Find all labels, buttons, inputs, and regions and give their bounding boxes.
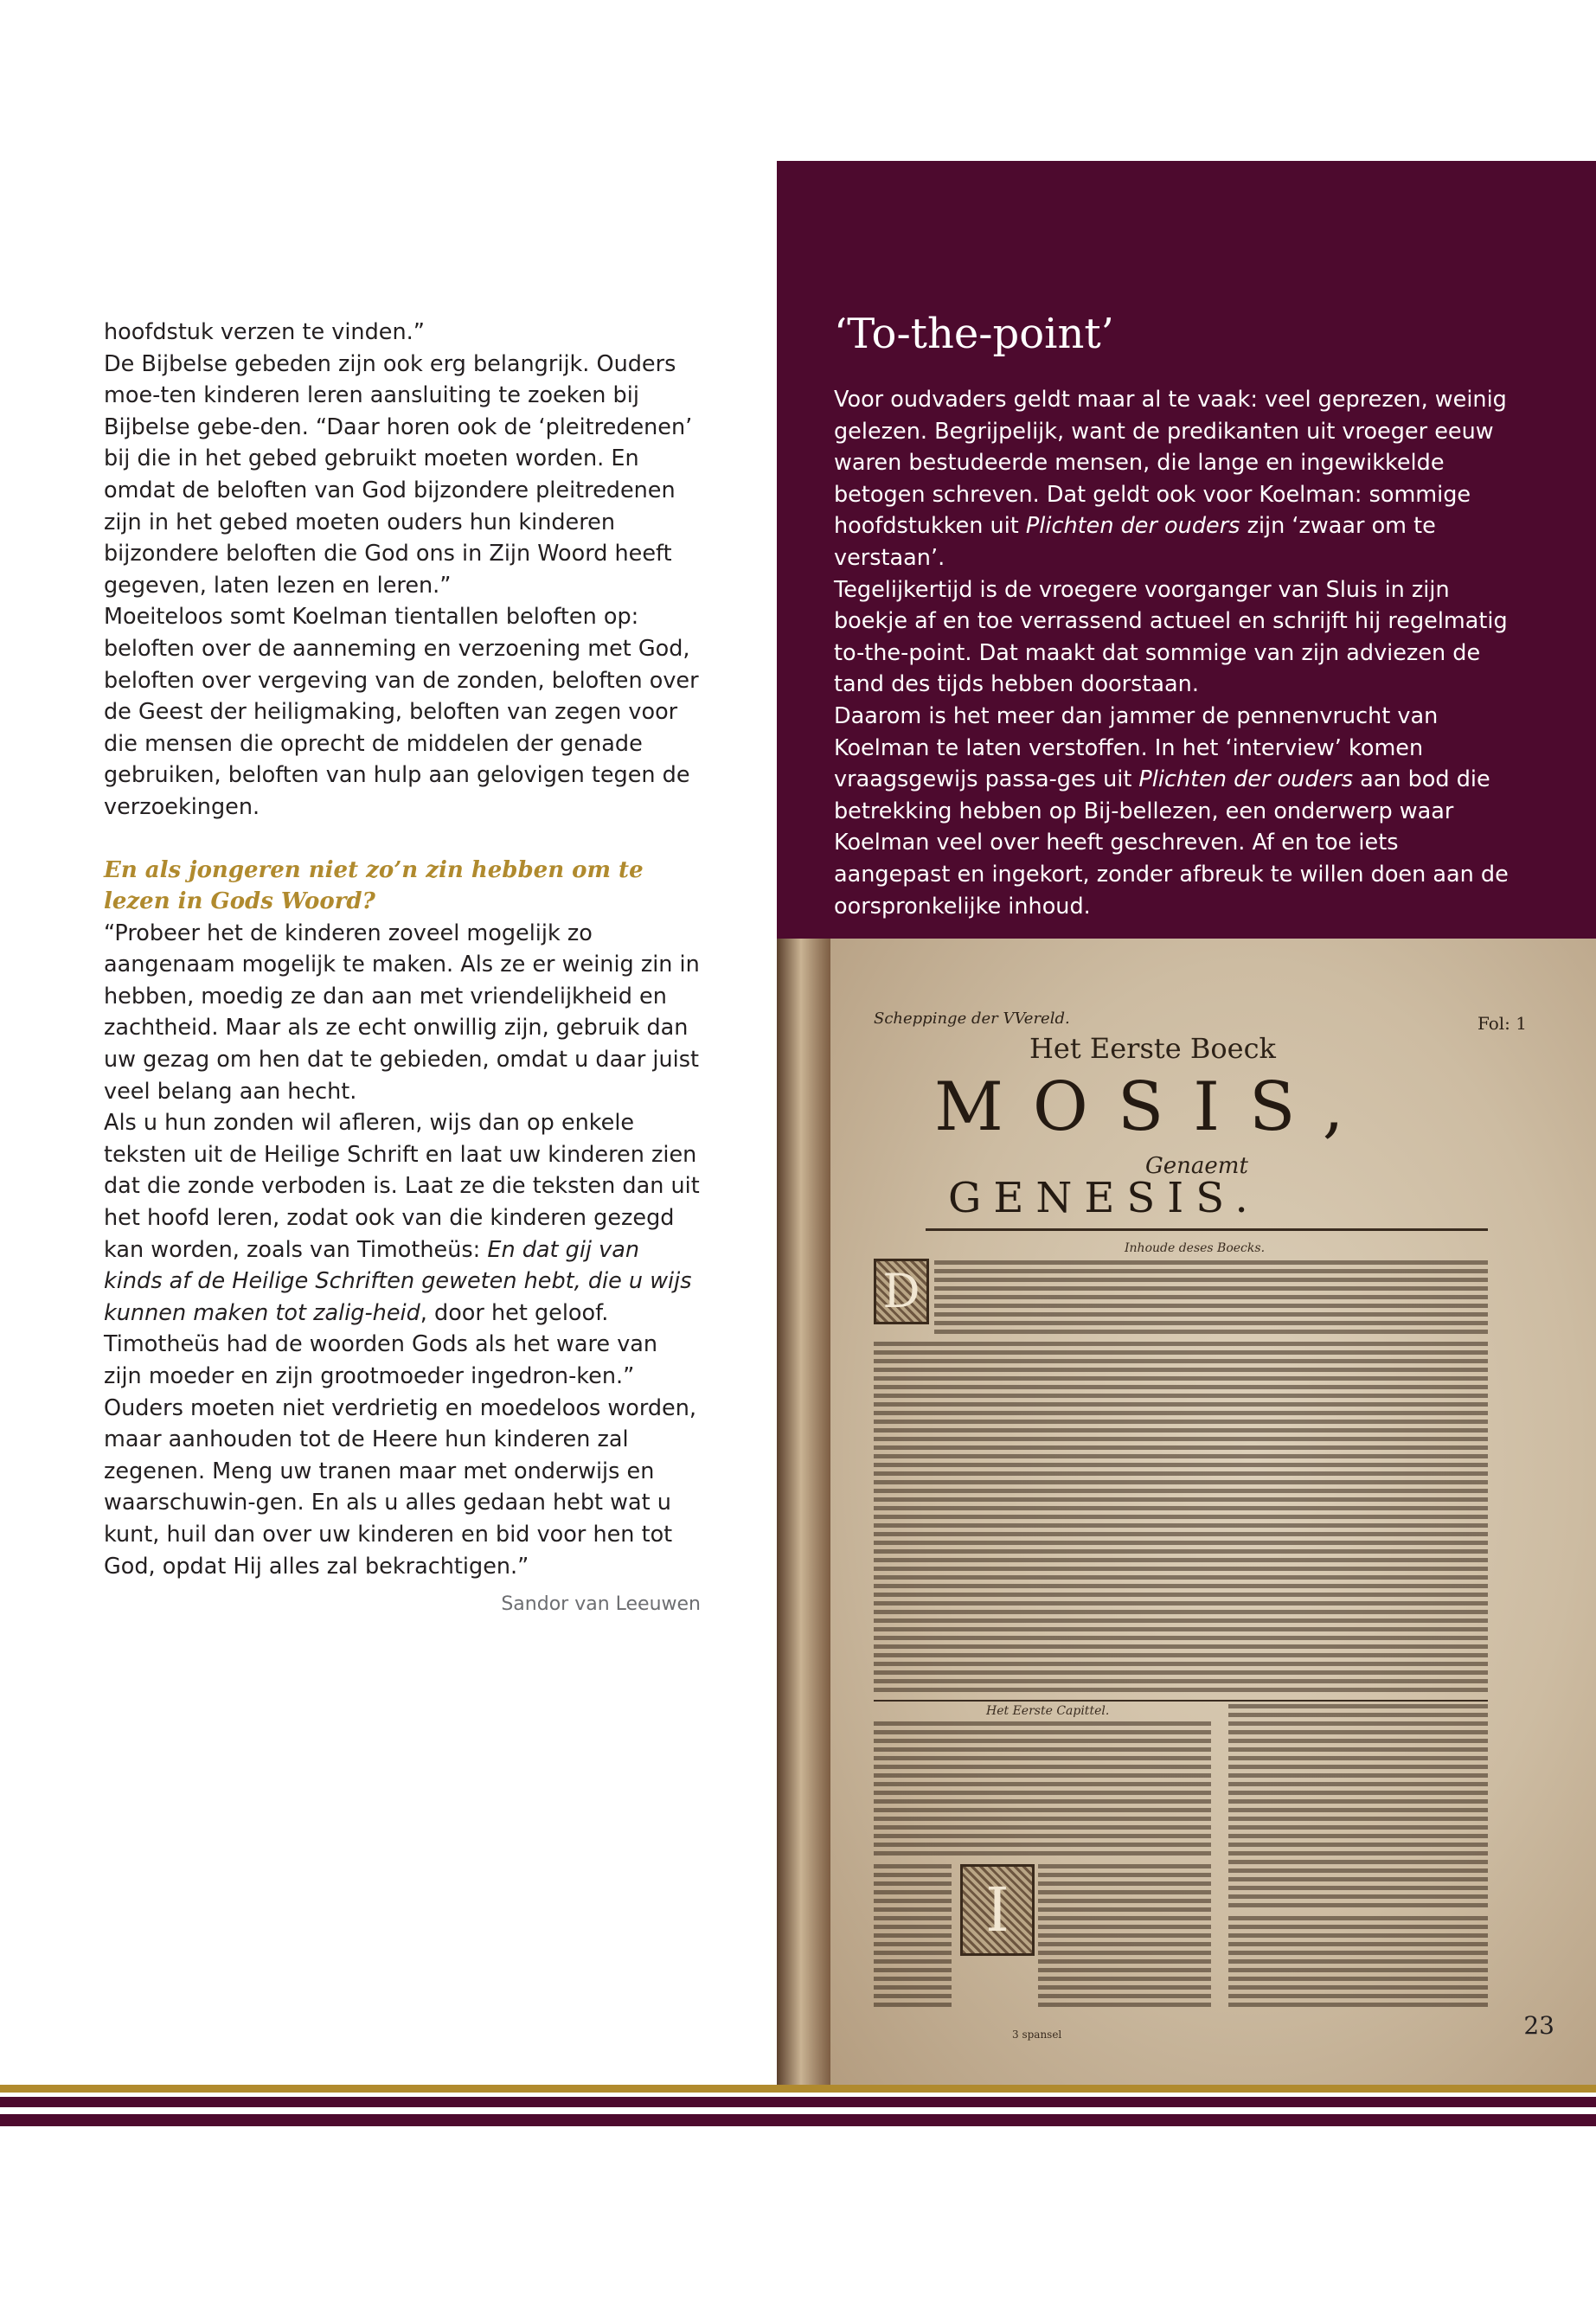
print-text-block <box>874 1721 1211 1856</box>
paragraph: Tegelijkertijd is de vroegere voorganger van Sluis in zijn boekje af en toe verrassend actueel en schrijft hij regelmatig to-the-point. Dat maakt dat sommige van zijn adviezen de tand des tijds hebben doorstaan. <box>834 576 1508 698</box>
page-number: 23 <box>1523 2011 1554 2040</box>
author-signature: Sandor van Leeuwen <box>501 1593 701 1616</box>
paragraph <box>104 1107 701 1392</box>
book-spine <box>777 939 830 2085</box>
print-text-block <box>1038 1864 1211 2011</box>
paragraph <box>834 384 1517 574</box>
paragraph-text: Voor oudvaders geldt maar al te vaak: veel geprezen, weinig gelezen. Begrijpelijk, want de predikanten uit vroeger eeuw waren bestudeerde mensen, die lange en ingewikkelde betogen schreven. Dat geldt ook voor Koelman: sommige hoofdstukken uit <box>834 387 1507 540</box>
paragraph-text: aan bod die betrekking hebben op Bij-bellezen, een onderwerp waar Koelman veel over heeft geschreven. Af en toe iets aangepast en ingekort, zonder afbreuk te willen doen aan de oorspronkelijke inhoud. <box>834 766 1509 920</box>
purple-bar <box>0 2097 1596 2107</box>
print-text-block <box>874 1342 1488 1696</box>
bible-page <box>830 939 1596 2085</box>
paragraph-text: zijn ‘zwaar om te verstaan’. <box>834 513 1436 571</box>
paragraph-text: Als u hun zonden wil afleren, wijs dan op enkele teksten uit de Heilige Schrift en laat uw kinderen zien dat die zonde verboden is. Laat ze die teksten dan uit het hoofd leren, zodat ook van die kinderen gezegd kan worden, zoals van Timotheüs: <box>104 1110 700 1263</box>
book-genaemt: Genaemt <box>1145 1153 1248 1179</box>
paragraph: “Probeer het de kinderen zoveel mogelijk zo aangenaam mogelijk te maken. Als ze er weinig zin in hebben, moedig ze dan aan met vriendelijkheid en zachtheid. Maar als ze echt onwillig zijn, gebruik dan uw gezag om hen dat te gebieden, omdat u daar juist veel belang aan hecht. <box>104 920 700 1105</box>
divider <box>926 1228 1488 1231</box>
bible-quote: En dat gij van kinds af de Heilige Schriften geweten hebt, die u wijs kunnen maken tot zalig-heid <box>104 1236 692 1326</box>
print-text-block <box>1228 1916 1488 2011</box>
print-text-block <box>1228 1704 1488 1907</box>
book-title: Plichten der ouders <box>1138 766 1353 793</box>
ornate-initial: I <box>960 1864 1035 1956</box>
page-header-right: Fol: 1 <box>1477 1013 1527 1034</box>
paragraph: hoofdstuk verzen te vinden.” <box>104 319 425 345</box>
book-title: MOSIS, <box>934 1068 1374 1146</box>
gold-bar <box>0 2085 1596 2093</box>
sidebar-box <box>777 161 1596 939</box>
left-column <box>104 317 701 1621</box>
print-text-block <box>934 1260 1488 1338</box>
section-heading: En als jongeren niet zo’n zin hebben om te lezen in Gods Woord? <box>104 856 644 915</box>
page-caption: Inhoude deses Boecks. <box>1125 1241 1266 1255</box>
paragraph: Moeiteloos somt Koelman tientallen beloften op: beloften over de aanneming en verzoening met God, beloften over vergeving van de zonden, beloften over de Geest der heiligmaking, beloften van zegen voor die mensen die oprecht de middelen der genade gebruiken, beloften van hulp aan gelovigen tegen de verzoekingen. <box>104 604 699 820</box>
page-footer: 3 spansel <box>1012 2029 1062 2041</box>
purple-bar <box>0 2114 1596 2126</box>
print-text-block <box>874 1864 952 2011</box>
paragraph: De Bijbelse gebeden zijn ook erg belangrijk. Ouders moe-ten kinderen leren aansluiting te zoeken bij Bijbelse gebe-den. “Daar horen ook de ‘pleitredenen’ bij die in het gebed gebruikt moeten worden. En omdat de beloften van God bijzondere pleitredenen zijn in het gebed moeten ouders hun kinderen bijzondere beloften die God ons in Zijn Woord heeft gegeven, laten lezen en leren.” <box>104 350 693 599</box>
book-subtitle: Het Eerste Boeck <box>1029 1032 1276 1065</box>
ornate-initial: D <box>874 1259 929 1324</box>
chapter-heading: Het Eerste Capittel. <box>986 1704 1110 1718</box>
divider <box>874 1700 1488 1702</box>
paragraph-text: , door het geloof. Timotheüs had de woorden Gods als het ware van zijn moeder en zijn grootmoeder ingedron-ken.” <box>104 1299 658 1389</box>
paragraph <box>834 701 1517 922</box>
book-title: Plichten der ouders <box>1025 513 1240 540</box>
book-genesis: GENESIS. <box>948 1174 1260 1222</box>
paragraph: Ouders moeten niet verdrietig en moedeloos worden, maar aanhouden tot de Heere hun kinderen zal zegenen. Meng uw tranen maar met onderwijs en waarschuwin-gen. En als u alles gedaan hebt wat u kunt, huil dan over uw kinderen en bid voor hen tot God, opdat Hij alles zal bekrachtigen.” <box>104 1394 697 1580</box>
sidebar-title: ‘To-the-point’ <box>834 310 1114 358</box>
bible-page-photo <box>777 939 1596 2085</box>
sidebar-body <box>834 384 1517 922</box>
page-header-left: Scheppinge der VVereld. <box>874 1009 1070 1028</box>
paragraph-text: Daarom is het meer dan jammer de pennenvrucht van Koelman te laten verstoffen. In het ‘interview’ komen vraagsgewijs passa-ges uit <box>834 702 1439 793</box>
